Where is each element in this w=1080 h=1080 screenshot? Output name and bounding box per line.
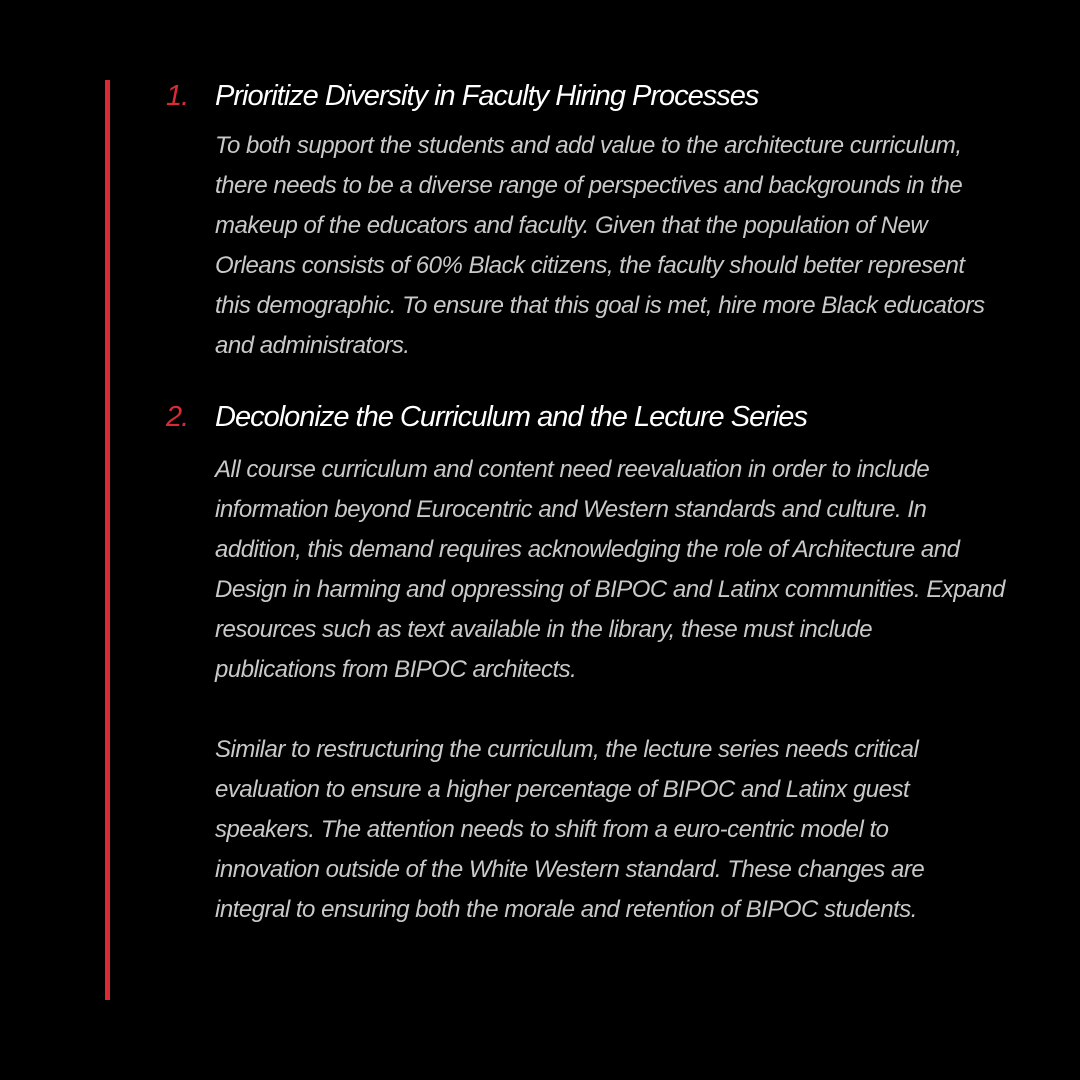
accent-bar (105, 80, 110, 1000)
body-line: Similar to restructuring the curriculum, the lecture series needs critical (215, 736, 919, 763)
body-line: publications from BIPOC architects. (215, 656, 577, 683)
body-line: makeup of the educators and faculty. Given that the population of New (215, 212, 928, 239)
item-body (215, 450, 1015, 930)
paragraph-gap (215, 690, 1015, 730)
body-line: information beyond Eurocentric and Western standards and culture. In (215, 496, 927, 523)
body-line: resources such as text available in the library, these must include (215, 616, 873, 643)
item-number: 2. (166, 401, 189, 433)
body-line: integral to ensuring both the morale and retention of BIPOC students. (215, 896, 917, 923)
body-line: Design in harming and oppressing of BIPOC and Latinx communities. Expand (215, 576, 1005, 603)
body-line: Orleans consists of 60% Black citizens, the faculty should better represent (215, 252, 965, 279)
body-line: innovation outside of the White Western standard. These changes are (215, 856, 925, 883)
item-title: Prioritize Diversity in Faculty Hiring Processes (215, 80, 759, 112)
body-line: To both support the students and add value to the architecture curriculum, (215, 132, 962, 159)
item-title: Decolonize the Curriculum and the Lecture Series (215, 401, 807, 433)
item-number: 1. (166, 80, 189, 112)
body-line: there needs to be a diverse range of perspectives and backgrounds in the (215, 172, 963, 199)
body-line: and administrators. (215, 332, 410, 359)
body-line: this demographic. To ensure that this goal is met, hire more Black educators (215, 292, 985, 319)
body-line: All course curriculum and content need reevaluation in order to include (215, 456, 930, 483)
body-line: evaluation to ensure a higher percentage of BIPOC and Latinx guest (215, 776, 910, 803)
body-line: speakers. The attention needs to shift from a euro-centric model to (215, 816, 889, 843)
item-body (215, 126, 1015, 366)
body-line: addition, this demand requires acknowledging the role of Architecture and (215, 536, 960, 563)
